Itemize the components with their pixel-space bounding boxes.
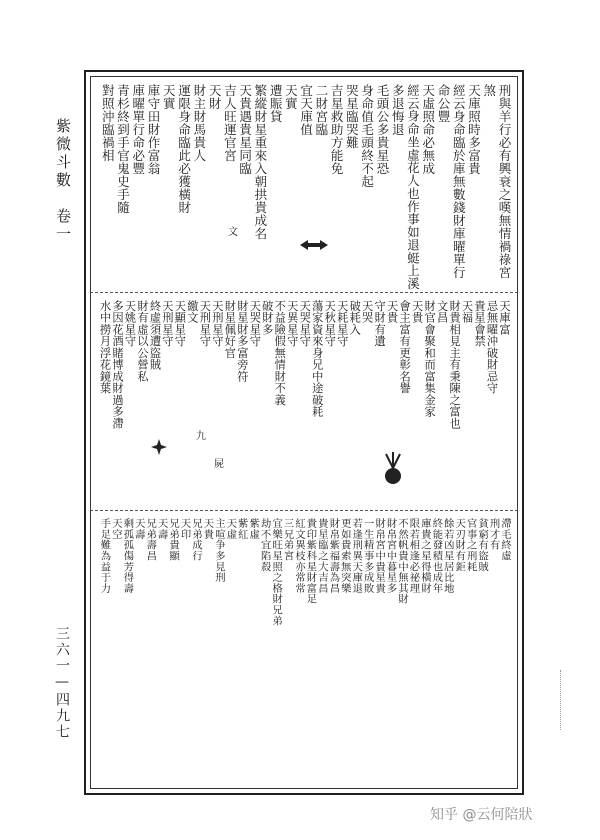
- text-column: 天虛: [224, 518, 237, 540]
- text-column: 破耗入: [348, 300, 362, 336]
- text-column: 兄弟貴顯: [167, 518, 180, 562]
- text-column: 會主富有更彰名譽: [398, 300, 412, 394]
- text-column: 天哭星守: [248, 300, 262, 347]
- text-column: 官事之刑耗: [464, 518, 477, 572]
- text-column: 吉人旺運官宮: [222, 84, 238, 162]
- text-column: 終虛須遭盜賊: [148, 300, 162, 371]
- text-column: 天貴遇貴星同臨: [237, 84, 253, 175]
- text-column: 天刑星守: [198, 300, 212, 347]
- text-column: 兄弟壽昌: [144, 518, 157, 562]
- text-column: 財星財多富旁符: [235, 300, 249, 383]
- text-column: 貴星會禁: [473, 300, 487, 347]
- text-column: 三兄弟宮: [281, 518, 294, 562]
- bottom-section: [90, 518, 518, 782]
- text-column: 主喧争多見刑: [212, 518, 225, 583]
- text-column: 財帛紫福壽為昌: [327, 518, 340, 594]
- text-column: 哭星臨哭難: [344, 84, 360, 149]
- middle-section: [90, 300, 518, 504]
- text-column: 天壽: [132, 518, 145, 540]
- text-column: 毛頭公多貴星恐: [374, 84, 390, 175]
- text-column: 天貴: [410, 300, 424, 324]
- text-column: 紫紅: [235, 518, 248, 540]
- text-column: 天壽: [155, 518, 168, 540]
- text-column: 劫不宜陷殺: [258, 518, 271, 572]
- text-column: 剩孤孤傷芳得壽: [121, 518, 134, 594]
- text-column: 刑才有: [487, 518, 500, 551]
- text-column: 天顯星守: [173, 300, 187, 347]
- text-column: 滯毛終虛: [499, 518, 511, 562]
- marginal-mark: 文: [228, 227, 238, 238]
- text-column: 終能發積也成年: [430, 518, 443, 594]
- book-title: 紫微斗數 卷一: [54, 118, 72, 244]
- text-column: 宜樂旺星照之格財兄弟: [270, 518, 283, 626]
- text-column: 刑與羊行必有興衰之嘆無情禍祿宮: [497, 84, 512, 279]
- text-column: 更如貴索無突樂: [338, 518, 351, 594]
- text-column: 文昌: [435, 300, 449, 324]
- edge-scan-marks: [560, 670, 565, 730]
- bell-ornament-icon: [298, 238, 330, 252]
- text-column: 天貴: [201, 518, 214, 540]
- marginal-mark: 屍: [214, 459, 224, 470]
- text-column: 庫曜單行命必豐: [130, 84, 146, 175]
- text-column: 財帛宮中暮星多: [384, 518, 397, 594]
- text-column: 天虛照命必無成: [420, 84, 436, 175]
- text-column: 貧窮有盜賊: [476, 518, 489, 572]
- watermark-text: 知乎 @云何陪狀: [430, 807, 533, 823]
- text-column: 二財宮臨: [313, 84, 329, 136]
- text-column: 不益險假無情財不義: [273, 300, 287, 406]
- text-column: 水中撈月浮花鏡葉: [98, 300, 112, 394]
- text-column: 天刑星守: [210, 300, 224, 347]
- text-column: 遭賑貸: [268, 84, 284, 123]
- text-column: 身命值毛頭終不起: [359, 84, 375, 188]
- text-column: 天庫富: [498, 300, 511, 336]
- text-column: 天哭: [360, 300, 374, 324]
- text-column: 經云身命坐虛花人也作事如退蜓上溪: [405, 84, 420, 291]
- text-column: 破財多: [260, 300, 274, 336]
- text-column: 庫守田財作富翁: [146, 84, 162, 175]
- text-column: 財主財馬貴人: [191, 84, 207, 162]
- text-column: 運限身命臨此必獲橫財: [176, 84, 192, 214]
- text-column: 天刃財有鉅: [453, 518, 466, 572]
- text-column: 紫虛: [247, 518, 260, 540]
- text-column: 天耗星守: [335, 300, 349, 347]
- text-column: 煞: [481, 84, 497, 97]
- text-column: 財官會聚和而富集金家: [423, 300, 437, 418]
- text-column: 手足難為益于力: [98, 518, 111, 594]
- text-column: 蕩家資來身兄中途破耗: [310, 300, 324, 418]
- text-column: 若逢刑異天庫退: [350, 518, 363, 594]
- text-column: 天姚星守: [123, 300, 137, 347]
- text-column: 吉星救助方能免: [329, 84, 345, 175]
- text-column: 天刑星守: [160, 300, 174, 347]
- text-column: 紅文異枝亦常常: [293, 518, 305, 594]
- text-column: 繳文: [185, 300, 199, 324]
- text-column: 財有虛以公營私: [135, 300, 149, 383]
- text-column: 繁縱財星重來入朝拱貴成名: [252, 84, 268, 240]
- text-column: 天實: [283, 84, 299, 110]
- text-column: 貴印紫科星財富足: [304, 518, 317, 605]
- text-column: 經云身命臨於庫無數錢財庫曜單行: [451, 84, 467, 279]
- text-column: 天財: [207, 84, 223, 110]
- marginal-mark: 九: [196, 431, 206, 442]
- text-column: 天哭星守: [298, 300, 312, 347]
- text-column: 天實: [161, 84, 177, 110]
- text-column: 限若相逢必祕理: [407, 518, 420, 594]
- text-column: 天秋星守: [323, 300, 337, 347]
- text-column: 財星佩好官: [223, 300, 237, 359]
- text-column: 青杉終到手官鬼史手隨: [115, 84, 131, 214]
- text-column: 守財有遺: [373, 300, 387, 347]
- text-column: 不然帆貴中無其財: [396, 518, 408, 605]
- text-column: 天異星守: [285, 300, 299, 347]
- text-column: 兄弟成行: [190, 518, 202, 562]
- text-column: 對照沖臨禍相: [100, 84, 116, 162]
- text-column: 宜天庫值: [298, 84, 314, 136]
- text-column: 財貴相見主有秉陳之富也: [448, 300, 462, 430]
- section-divider-bottom: [90, 510, 518, 511]
- text-column: 天福: [460, 300, 474, 324]
- text-column: 多退悔退: [390, 84, 406, 136]
- text-column: 命公豐: [435, 84, 451, 123]
- page-number: 三六一—四九七: [54, 626, 70, 740]
- text-column: 餘若凶星居比地: [441, 518, 454, 594]
- section-divider-top: [90, 292, 518, 293]
- text-column: 庫貴之星得橫財: [418, 518, 431, 594]
- text-column: 天庫照時多富貴: [466, 84, 482, 175]
- text-column: 天貴: [385, 300, 399, 324]
- text-column: 財帛宮中貴星貴: [373, 518, 386, 594]
- text-column: 貴星臨之大吉昌: [315, 518, 328, 594]
- star-ornament-icon: [150, 438, 168, 456]
- text-column: 多因花酒賭博成財過多滯: [110, 300, 124, 430]
- text-column: 一生精事多成敗: [361, 518, 374, 594]
- text-column: 忌無曜沖破財忌守: [485, 300, 499, 394]
- top-section: [90, 84, 518, 291]
- flower-ornament-icon: [378, 450, 408, 486]
- text-column: 天印: [178, 518, 191, 540]
- text-column: 天空: [109, 518, 122, 540]
